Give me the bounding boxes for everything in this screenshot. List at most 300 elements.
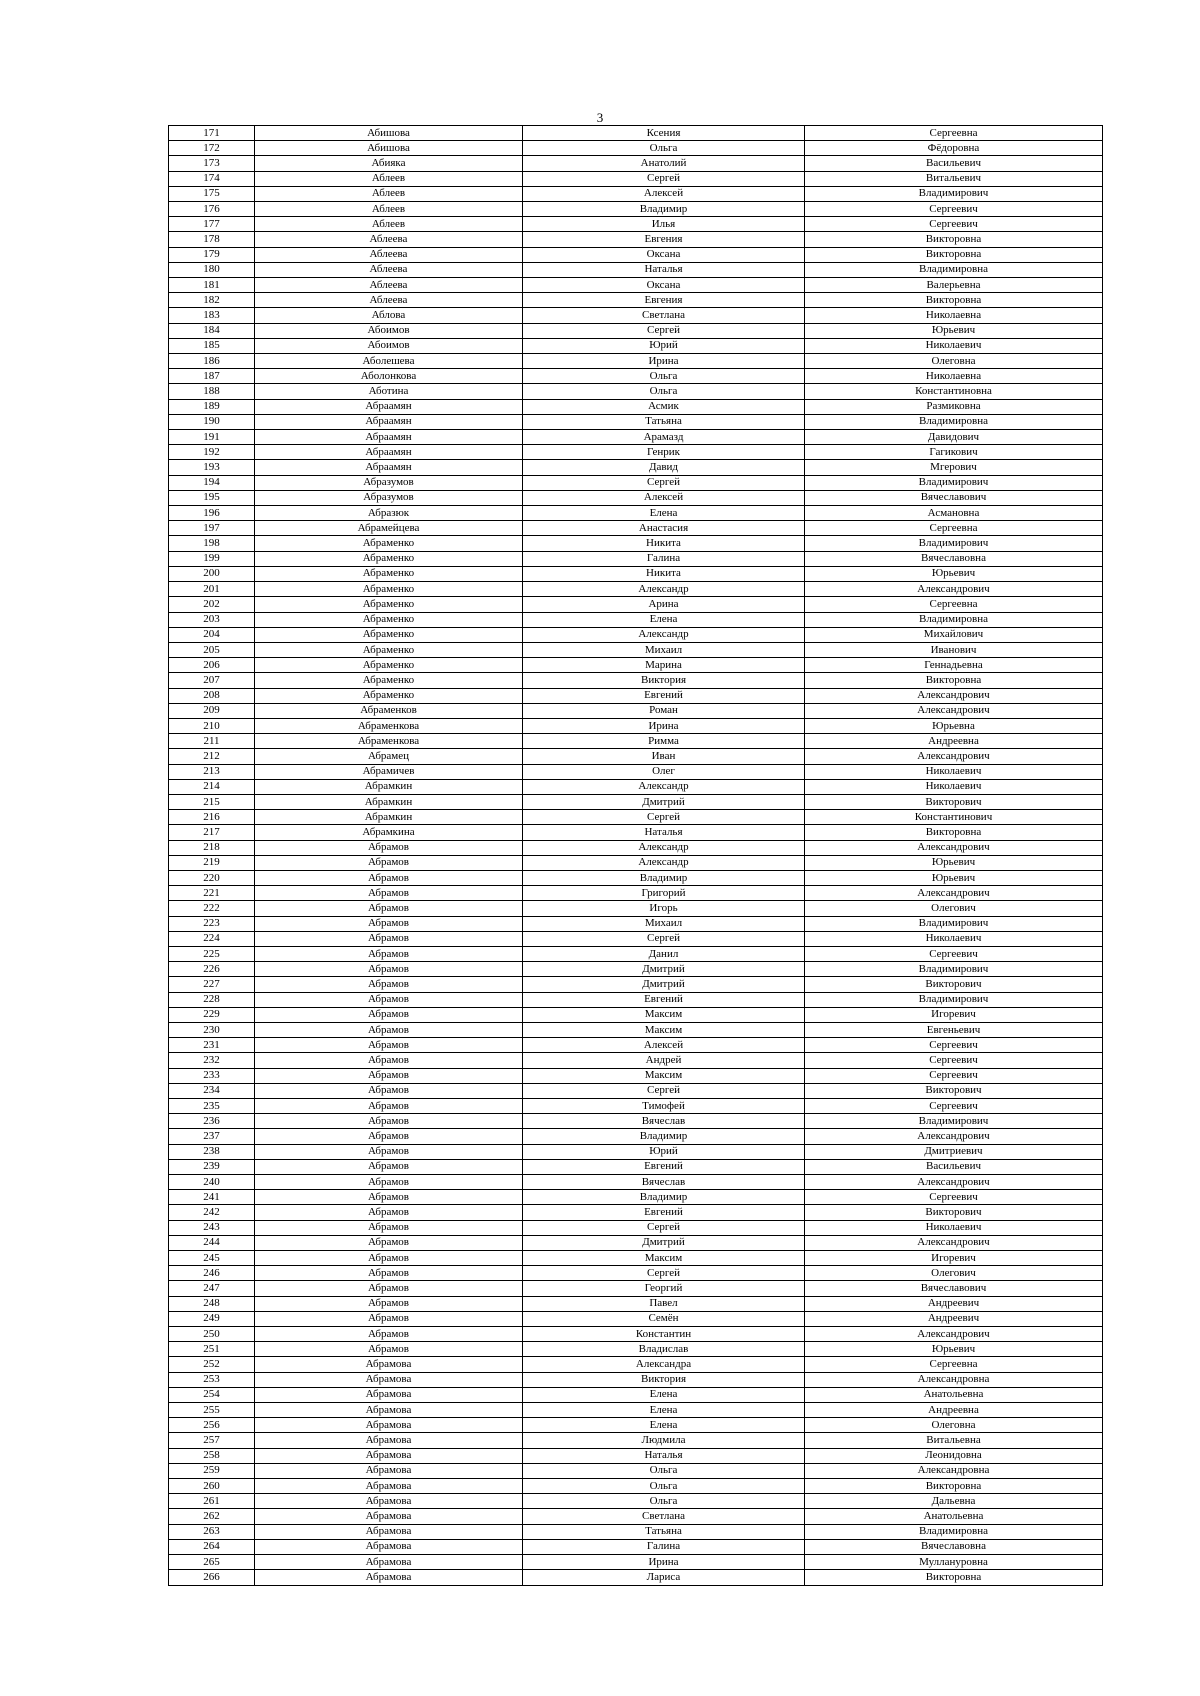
surname-cell: Абрамов [255,1311,523,1326]
patronymic-cell: Викторовна [805,1570,1103,1585]
table-row [169,338,1103,353]
first-name-cell: Олег [523,764,805,779]
first-name-cell: Александр [523,840,805,855]
table-row [169,186,1103,201]
table-row [169,946,1103,961]
surname-cell: Абрамова [255,1555,523,1570]
surname-cell: Абраамян [255,430,523,445]
surname-cell: Абрамова [255,1372,523,1387]
patronymic-cell: Александровна [805,1463,1103,1478]
patronymic-cell: Игоревич [805,1251,1103,1266]
first-name-cell: Сергей [523,931,805,946]
table-row [169,1448,1103,1463]
surname-cell: Абрамов [255,1068,523,1083]
patronymic-cell: Михайлович [805,627,1103,642]
table-row [169,369,1103,384]
patronymic-cell: Муллануровна [805,1555,1103,1570]
row-number-cell: 223 [169,916,255,931]
table-row [169,1144,1103,1159]
row-number-cell: 210 [169,718,255,733]
surname-cell: Аботина [255,384,523,399]
row-number-cell: 178 [169,232,255,247]
first-name-cell: Александр [523,582,805,597]
patronymic-cell: Викторовна [805,825,1103,840]
first-name-cell: Арамазд [523,430,805,445]
table-row [169,1190,1103,1205]
table-row [169,1053,1103,1068]
patronymic-cell: Сергеевна [805,521,1103,536]
table-row [169,627,1103,642]
table-row [169,1387,1103,1402]
table-row [169,658,1103,673]
table-row [169,202,1103,217]
first-name-cell: Дмитрий [523,962,805,977]
surname-cell: Абрамов [255,1220,523,1235]
row-number-cell: 200 [169,566,255,581]
table-row [169,612,1103,627]
surname-cell: Абрамов [255,946,523,961]
patronymic-cell: Асмановна [805,506,1103,521]
surname-cell: Аблеев [255,202,523,217]
row-number-cell: 179 [169,247,255,262]
patronymic-cell: Александрович [805,703,1103,718]
patronymic-cell: Владимирович [805,475,1103,490]
row-number-cell: 230 [169,1022,255,1037]
surname-cell: Абраамян [255,399,523,414]
patronymic-cell: Викторовна [805,673,1103,688]
surname-cell: Абрамов [255,1266,523,1281]
table-row [169,1220,1103,1235]
patronymic-cell: Олегович [805,1266,1103,1281]
first-name-cell: Оксана [523,278,805,293]
patronymic-cell: Юрьевич [805,1342,1103,1357]
surname-cell: Абрамов [255,1205,523,1220]
table-row [169,1129,1103,1144]
table-row [169,490,1103,505]
patronymic-cell: Васильевич [805,156,1103,171]
first-name-cell: Галина [523,1539,805,1554]
first-name-cell: Павел [523,1296,805,1311]
first-name-cell: Сергей [523,475,805,490]
table-row [169,1311,1103,1326]
row-number-cell: 214 [169,779,255,794]
table-row [169,536,1103,551]
first-name-cell: Максим [523,1007,805,1022]
first-name-cell: Генрик [523,445,805,460]
row-number-cell: 239 [169,1159,255,1174]
first-name-cell: Владимир [523,202,805,217]
table-row [169,171,1103,186]
patronymic-cell: Александрович [805,1235,1103,1250]
table-row [169,506,1103,521]
table-row [169,1175,1103,1190]
table-row [169,977,1103,992]
patronymic-cell: Юрьевич [805,855,1103,870]
patronymic-cell: Васильевич [805,1159,1103,1174]
first-name-cell: Анатолий [523,156,805,171]
row-number-cell: 227 [169,977,255,992]
row-number-cell: 265 [169,1555,255,1570]
table-row [169,308,1103,323]
surname-cell: Абраамян [255,445,523,460]
patronymic-cell: Вячеславович [805,1281,1103,1296]
patronymic-cell: Сергеевич [805,1099,1103,1114]
patronymic-cell: Юрьевич [805,566,1103,581]
patronymic-cell: Гагикович [805,445,1103,460]
patronymic-cell: Николаевна [805,369,1103,384]
row-number-cell: 234 [169,1083,255,1098]
patronymic-cell: Вячеславович [805,490,1103,505]
table-row [169,1403,1103,1418]
surname-cell: Абрамов [255,901,523,916]
row-number-cell: 203 [169,612,255,627]
row-number-cell: 238 [169,1144,255,1159]
first-name-cell: Марина [523,658,805,673]
first-name-cell: Ольга [523,141,805,156]
row-number-cell: 182 [169,293,255,308]
patronymic-cell: Сергеевич [805,1053,1103,1068]
first-name-cell: Ирина [523,1555,805,1570]
surname-cell: Абрамов [255,1114,523,1129]
table-row [169,1509,1103,1524]
first-name-cell: Ольга [523,369,805,384]
row-number-cell: 191 [169,430,255,445]
table-row [169,1266,1103,1281]
patronymic-cell: Александрович [805,1327,1103,1342]
first-name-cell: Людмила [523,1433,805,1448]
row-number-cell: 259 [169,1463,255,1478]
first-name-cell: Татьяна [523,414,805,429]
table-row [169,262,1103,277]
patronymic-cell: Сергеевна [805,597,1103,612]
table-row [169,1539,1103,1554]
surname-cell: Абоимов [255,338,523,353]
row-number-cell: 222 [169,901,255,916]
surname-cell: Абраменко [255,612,523,627]
table-row [169,1372,1103,1387]
table-row [169,1296,1103,1311]
patronymic-cell: Сергеевич [805,946,1103,961]
first-name-cell: Владислав [523,1342,805,1357]
first-name-cell: Светлана [523,308,805,323]
table-row [169,1342,1103,1357]
table-row [169,1083,1103,1098]
surname-cell: Абрамова [255,1524,523,1539]
row-number-cell: 185 [169,338,255,353]
surname-cell: Абраменко [255,688,523,703]
row-number-cell: 240 [169,1175,255,1190]
table-row [169,825,1103,840]
first-name-cell: Наталья [523,825,805,840]
surname-cell: Абрамов [255,1022,523,1037]
surname-cell: Абраменко [255,582,523,597]
surname-cell: Абрамейцева [255,521,523,536]
first-name-cell: Сергей [523,1266,805,1281]
surname-cell: Абраменкова [255,718,523,733]
surname-cell: Абияка [255,156,523,171]
first-name-cell: Ксения [523,126,805,141]
table-row [169,126,1103,141]
first-name-cell: Максим [523,1068,805,1083]
row-number-cell: 237 [169,1129,255,1144]
table-row [169,399,1103,414]
surname-cell: Абишова [255,126,523,141]
surname-cell: Аблова [255,308,523,323]
surname-cell: Абрамов [255,1327,523,1342]
patronymic-cell: Анатольевна [805,1509,1103,1524]
row-number-cell: 196 [169,506,255,521]
first-name-cell: Евгений [523,1205,805,1220]
patronymic-cell: Николаевна [805,308,1103,323]
first-name-cell: Тимофей [523,1099,805,1114]
table-row [169,1205,1103,1220]
table-row [169,323,1103,338]
table-row [169,901,1103,916]
first-name-cell: Юрий [523,1144,805,1159]
row-number-cell: 247 [169,1281,255,1296]
patronymic-cell: Игоревич [805,1007,1103,1022]
patronymic-cell: Дмитриевич [805,1144,1103,1159]
surname-cell: Абрамова [255,1403,523,1418]
table-row [169,582,1103,597]
patronymic-cell: Сергеевич [805,202,1103,217]
surname-cell: Абрамкин [255,779,523,794]
surname-cell: Аблеев [255,186,523,201]
first-name-cell: Ирина [523,354,805,369]
surname-cell: Абрамов [255,886,523,901]
table-row [169,156,1103,171]
patronymic-cell: Александрович [805,886,1103,901]
surname-cell: Аблеева [255,247,523,262]
surname-cell: Абраменков [255,703,523,718]
row-number-cell: 220 [169,870,255,885]
row-number-cell: 181 [169,278,255,293]
first-name-cell: Михаил [523,642,805,657]
table-row [169,1494,1103,1509]
surname-cell: Абрамов [255,1144,523,1159]
first-name-cell: Никита [523,566,805,581]
row-number-cell: 226 [169,962,255,977]
row-number-cell: 198 [169,536,255,551]
patronymic-cell: Николаевич [805,338,1103,353]
row-number-cell: 229 [169,1007,255,1022]
surname-cell: Абрамова [255,1570,523,1585]
table-row [169,1418,1103,1433]
first-name-cell: Григорий [523,886,805,901]
patronymic-cell: Анатольевна [805,1387,1103,1402]
table-row [169,1357,1103,1372]
surname-cell: Абрамов [255,855,523,870]
patronymic-cell: Константиновна [805,384,1103,399]
table-row [169,430,1103,445]
row-number-cell: 177 [169,217,255,232]
row-number-cell: 258 [169,1448,255,1463]
patronymic-cell: Вячеславовна [805,1539,1103,1554]
patronymic-cell: Сергеевич [805,1068,1103,1083]
row-number-cell: 208 [169,688,255,703]
patronymic-cell: Андреевна [805,734,1103,749]
patronymic-cell: Евгеньевич [805,1022,1103,1037]
table-row [169,460,1103,475]
row-number-cell: 246 [169,1266,255,1281]
table-row [169,1022,1103,1037]
patronymic-cell: Викторовна [805,1479,1103,1494]
row-number-cell: 248 [169,1296,255,1311]
first-name-cell: Ольга [523,1479,805,1494]
first-name-cell: Римма [523,734,805,749]
patronymic-cell: Олегович [805,901,1103,916]
first-name-cell: Ольга [523,384,805,399]
table-row [169,703,1103,718]
patronymic-cell: Юрьевич [805,870,1103,885]
first-name-cell: Евгений [523,688,805,703]
surname-cell: Абрамов [255,1342,523,1357]
first-name-cell: Елена [523,1403,805,1418]
table-row [169,414,1103,429]
row-number-cell: 219 [169,855,255,870]
patronymic-cell: Вячеславовна [805,551,1103,566]
patronymic-cell: Викторовна [805,293,1103,308]
patronymic-cell: Валерьевна [805,278,1103,293]
row-number-cell: 251 [169,1342,255,1357]
surname-cell: Абрамов [255,1190,523,1205]
row-number-cell: 211 [169,734,255,749]
row-number-cell: 183 [169,308,255,323]
table-row [169,931,1103,946]
first-name-cell: Илья [523,217,805,232]
surname-cell: Абрамов [255,1175,523,1190]
table-row [169,1068,1103,1083]
first-name-cell: Владимир [523,1190,805,1205]
row-number-cell: 174 [169,171,255,186]
row-number-cell: 228 [169,992,255,1007]
table-row [169,1099,1103,1114]
surname-cell: Абрамов [255,962,523,977]
table-row [169,673,1103,688]
row-number-cell: 250 [169,1327,255,1342]
first-name-cell: Георгий [523,1281,805,1296]
surname-cell: Абрамов [255,992,523,1007]
table-row [169,718,1103,733]
first-name-cell: Сергей [523,171,805,186]
surname-cell: Абраменкова [255,734,523,749]
surname-cell: Абрамов [255,1099,523,1114]
row-number-cell: 201 [169,582,255,597]
table-row [169,551,1103,566]
table-row [169,1114,1103,1129]
patronymic-cell: Викторович [805,794,1103,809]
table-row [169,354,1103,369]
row-number-cell: 244 [169,1235,255,1250]
patronymic-cell: Сергеевич [805,217,1103,232]
first-name-cell: Дмитрий [523,794,805,809]
surname-cell: Абрамов [255,1159,523,1174]
patronymic-cell: Владимировна [805,612,1103,627]
patronymic-cell: Александрович [805,688,1103,703]
patronymic-cell: Викторович [805,1205,1103,1220]
first-name-cell: Игорь [523,901,805,916]
first-name-cell: Семён [523,1311,805,1326]
surname-cell: Абразюк [255,506,523,521]
row-number-cell: 231 [169,1038,255,1053]
table-row [169,232,1103,247]
row-number-cell: 260 [169,1479,255,1494]
page-number: 3 [596,110,604,125]
first-name-cell: Евгений [523,992,805,1007]
table-row [169,886,1103,901]
row-number-cell: 221 [169,886,255,901]
first-name-cell: Евгения [523,293,805,308]
first-name-cell: Анастасия [523,521,805,536]
surname-cell: Абрамова [255,1539,523,1554]
row-number-cell: 233 [169,1068,255,1083]
row-number-cell: 172 [169,141,255,156]
row-number-cell: 207 [169,673,255,688]
row-number-cell: 217 [169,825,255,840]
row-number-cell: 249 [169,1311,255,1326]
patronymic-cell: Николаевич [805,764,1103,779]
surname-cell: Абраменко [255,551,523,566]
surname-cell: Абрамова [255,1357,523,1372]
surname-cell: Абрамов [255,1007,523,1022]
row-number-cell: 264 [169,1539,255,1554]
row-number-cell: 188 [169,384,255,399]
row-number-cell: 186 [169,354,255,369]
row-number-cell: 199 [169,551,255,566]
row-number-cell: 204 [169,627,255,642]
first-name-cell: Евгения [523,232,805,247]
first-name-cell: Светлана [523,1509,805,1524]
table-row [169,1007,1103,1022]
surname-cell: Абоимов [255,323,523,338]
first-name-cell: Виктория [523,1372,805,1387]
table-row [169,916,1103,931]
patronymic-cell: Дальевна [805,1494,1103,1509]
table-row [169,1463,1103,1478]
patronymic-cell: Юрьевич [805,323,1103,338]
row-number-cell: 263 [169,1524,255,1539]
row-number-cell: 253 [169,1372,255,1387]
first-name-cell: Алексей [523,186,805,201]
patronymic-cell: Олеговна [805,354,1103,369]
row-number-cell: 194 [169,475,255,490]
first-name-cell: Евгений [523,1159,805,1174]
patronymic-cell: Андреевич [805,1296,1103,1311]
row-number-cell: 173 [169,156,255,171]
first-name-cell: Елена [523,612,805,627]
table-row [169,962,1103,977]
surname-cell: Абрамова [255,1448,523,1463]
patronymic-cell: Геннадьевна [805,658,1103,673]
surname-cell: Аблеева [255,278,523,293]
row-number-cell: 256 [169,1418,255,1433]
row-number-cell: 190 [169,414,255,429]
row-number-cell: 245 [169,1251,255,1266]
table-row [169,278,1103,293]
first-name-cell: Иван [523,749,805,764]
row-number-cell: 202 [169,597,255,612]
patronymic-cell: Владимирович [805,536,1103,551]
first-name-cell: Елена [523,1387,805,1402]
patronymic-cell: Размиковна [805,399,1103,414]
patronymic-cell: Владимировна [805,262,1103,277]
row-number-cell: 225 [169,946,255,961]
roster-table [168,125,1103,1586]
surname-cell: Абрамов [255,977,523,992]
row-number-cell: 216 [169,810,255,825]
first-name-cell: Виктория [523,673,805,688]
table-row [169,445,1103,460]
